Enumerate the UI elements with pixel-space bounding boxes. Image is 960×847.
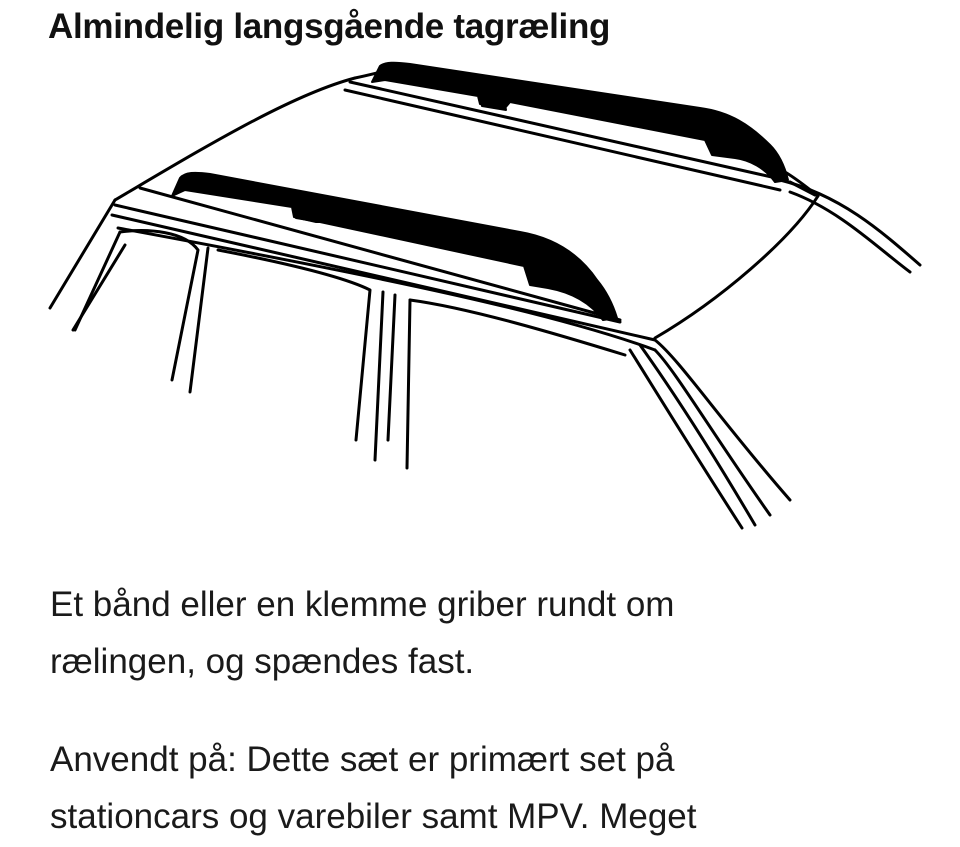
usage-line: stationcars og varebiler samt MPV. Meget	[50, 797, 697, 836]
description-line: rælingen, og spændes fast.	[50, 642, 475, 681]
description-paragraph	[50, 576, 930, 690]
usage-line: Anvendt på: Dette sæt er primært set på	[50, 740, 675, 779]
car-roof-rails-icon	[0, 55, 960, 545]
description-line: Et bånd eller en klemme griber rundt om	[50, 585, 675, 624]
usage-paragraph	[50, 731, 930, 845]
page-title: Almindelig langsgående tagræling	[48, 7, 611, 46]
